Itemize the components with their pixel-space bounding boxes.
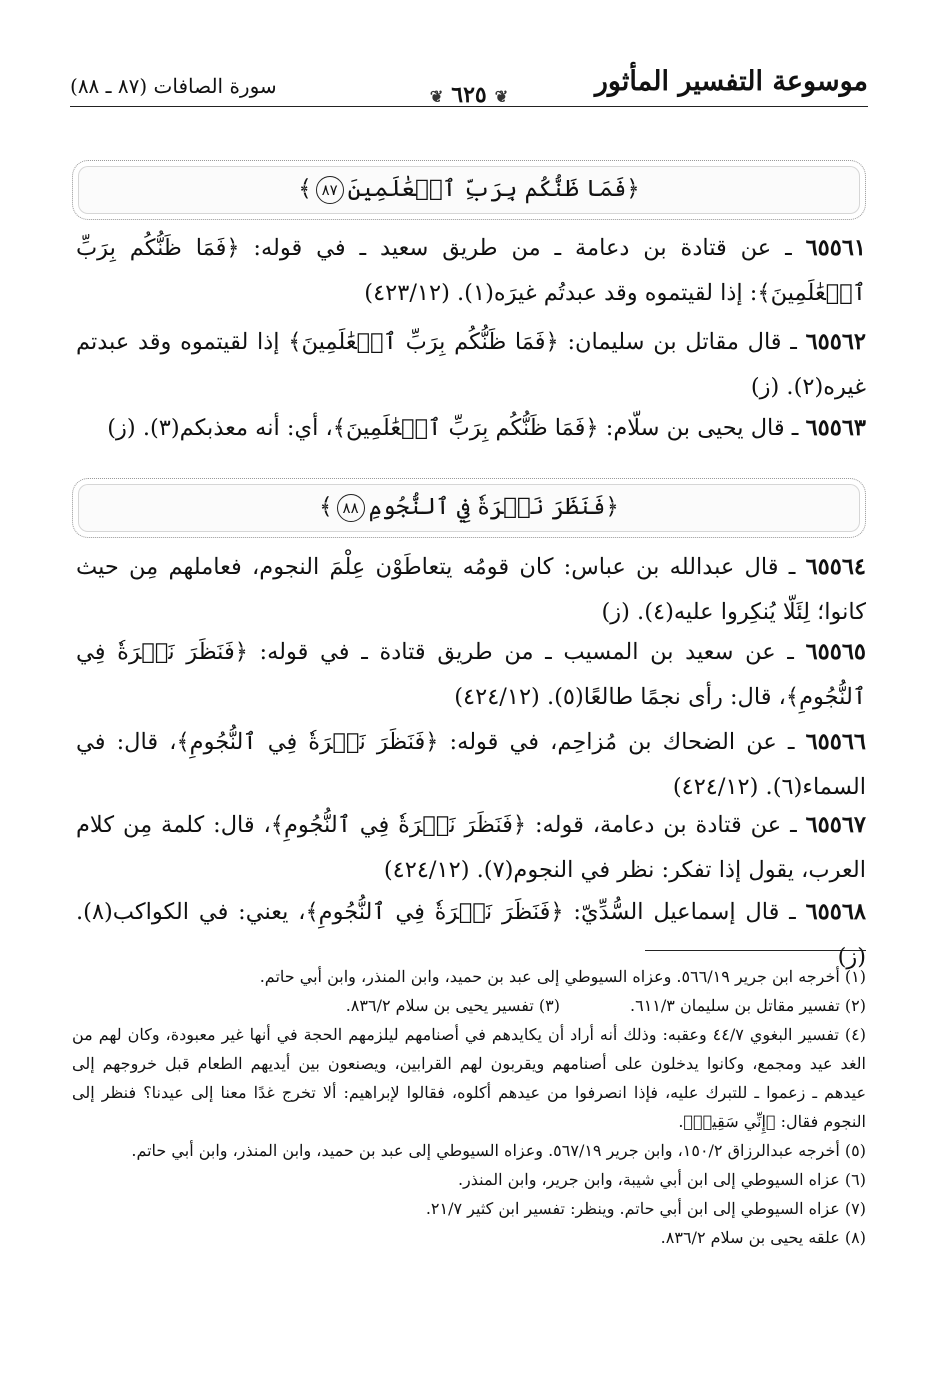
verse-text: [298, 176, 640, 204]
ornament-icon: ❦: [494, 87, 509, 106]
entry-text: ـ قال إسماعيل السُّدِّيّ: ﴿فَنَظَرَ نَظۡرَةٗ فِي ٱلنُّجُومِ﴾، يعني: في الكواكب(٨). (ز): [76, 899, 866, 970]
surah-title: سورة الصافات (٨٧ ـ ٨٨): [70, 74, 277, 98]
verse-close-bracket: ﴾: [319, 494, 333, 520]
entry-number: ٦٥٥٦٧: [805, 812, 866, 838]
verse-box: [72, 478, 866, 538]
verse-words: ﴿فَمَا ظَنُّكُم بِرَبِّ ٱلۡعَٰلَمِينَ: [347, 176, 640, 202]
footnotes: [72, 962, 866, 1252]
entry-text: ـ قال عبدالله بن عباس: كان قومُه يتعاطَوْن عِلْمَ النجوم، فعاملهم مِن حيث كانوا؛ لِئَلّا يُنكِروا عليه(٤). (ز): [76, 554, 866, 625]
entry-text: ـ عن الضحاك بن مُزاحِم، في قوله: ﴿فَنَظَرَ نَظۡرَةٗ فِي ٱلنُّجُومِ﴾، قال: في السماء(٦). (٤٢٤/١٢): [76, 729, 866, 800]
entry: [76, 320, 866, 410]
book-title: موسوعة التفسير المأثور: [594, 66, 868, 97]
footnote: (٢) تفسير مقاتل بن سليمان ٦١١/٣.: [630, 996, 866, 1015]
footnote: (٤) تفسير البغوي ٤٤/٧ وعقبه: وذلك أنه أراد أن يكايدهم في أصنامهم ليلزمهم الحجة في أنها غير معبودة، وكان لهم من الغد عيد ومجمع، وكانوا يدخلون على أصنامهم ويقربون لهم القرابين، ويصنعون بين أيديهم الطعام قبل خروجهم إلى عيدهم ـ زعموا ـ للتبرك عليه، فإذا انصرفوا من عيدهم أكلوه، فقالوا لإبراهيم: ألا تخرج غدًا معنا إلى عيدنا؟ فنظر إلى النجوم فقال: ﴿إِنِّي سَقِيمٞ﴾.: [72, 1025, 867, 1131]
entry-text: ـ قال مقاتل بن سليمان: ﴿فَمَا ظَنُّكُم بِرَبِّ ٱلۡعَٰلَمِينَ﴾ إذا لقيتموه وقد عبدتم غيره(٢). (ز): [76, 329, 866, 400]
entry-text: ـ عن قتادة بن دعامة، قوله: ﴿فَنَظَرَ نَظۡرَةٗ فِي ٱلنُّجُومِ﴾، قال: كلمة مِن كلام العرب، يقول إذا تفكر: نظر في النجوم(٧). (٤٢٤/١٢): [76, 812, 866, 883]
entry-number: ٦٥٥٦٨: [805, 899, 866, 925]
running-header: [70, 62, 868, 114]
entry-number: ٦٥٥٦٥: [805, 639, 866, 665]
ayah-number-icon: ٨٨: [337, 494, 365, 522]
header-rule: [70, 106, 868, 107]
footnote: (٨) علقه يحيى بن سلام ٨٣٦/٢.: [660, 1228, 866, 1247]
entry-text: ـ عن قتادة بن دعامة ـ من طريق سعيد ـ في قوله: ﴿فَمَا ظَنُّكُم بِرَبِّ ٱلۡعَٰلَمِينَ﴾: إذا لقيتموه وقد عبدتُم غيرَه(١). (٤٢٣/١٢): [76, 235, 866, 306]
page-number: ٦٢٥: [451, 82, 487, 108]
verse-close-bracket: ﴾: [298, 176, 312, 202]
entry-number: ٦٥٥٦٣: [805, 415, 866, 441]
entry: [76, 226, 866, 316]
entry-text: ـ قال يحيى بن سلّام: ﴿فَمَا ظَنُّكُم بِرَبِّ ٱلۡعَٰلَمِينَ﴾، أي: أنه معذبكم(٣). (ز): [107, 415, 799, 441]
footnote: (٧) عزاه السيوطي إلى ابن أبي حاتم. وينظر: تفسير ابن كثير ٢١/٧.: [425, 1199, 866, 1218]
page-number-row: [422, 82, 516, 108]
ayah-number-icon: ٨٧: [316, 176, 344, 204]
entry-number: ٦٥٥٦٢: [805, 329, 867, 355]
entry: [76, 545, 866, 635]
footnote-rule: [645, 950, 866, 951]
verse-box: [72, 160, 866, 220]
footnote: (٥) أخرجه عبدالرزاق ١٥٠/٢، وابن جرير ٥٦٧/١٩. وعزاه السيوطي إلى عبد بن حميد، وابن المنذر، وابن أبي حاتم.: [131, 1141, 866, 1160]
footnote-pair: [72, 991, 866, 1020]
entry: [76, 406, 866, 451]
entry-text: ـ عن سعيد بن المسيب ـ من طريق قتادة ـ في قوله: ﴿فَنَظَرَ نَظۡرَةٗ فِي ٱلنُّجُومِ﴾، قال: رأى نجمًا طالعًا(٥). (٤٢٤/١٢): [76, 639, 866, 710]
entry-number: ٦٥٥٦٤: [805, 554, 867, 580]
entry: [76, 803, 866, 893]
verse-text: [319, 494, 619, 522]
verse-words: ﴿فَنَظَرَ نَظۡرَةٗ فِي ٱلنُّجُومِ: [368, 494, 619, 520]
entry-number: ٦٥٥٦١: [805, 235, 867, 261]
footnote: (٦) عزاه السيوطي إلى ابن أبي شيبة، وابن جرير، وابن المنذر.: [457, 1170, 866, 1189]
entry: [76, 630, 866, 720]
ornament-icon: ❦: [429, 87, 444, 106]
entry: [76, 720, 866, 810]
footnote: (١) أخرجه ابن جرير ٥٦٦/١٩. وعزاه السيوطي إلى عبد بن حميد، وابن المنذر، وابن أبي حاتم.: [259, 967, 866, 986]
entry-number: ٦٥٥٦٦: [805, 729, 867, 755]
footnote: (٣) تفسير يحيى بن سلام ٨٣٦/٢.: [345, 996, 560, 1015]
